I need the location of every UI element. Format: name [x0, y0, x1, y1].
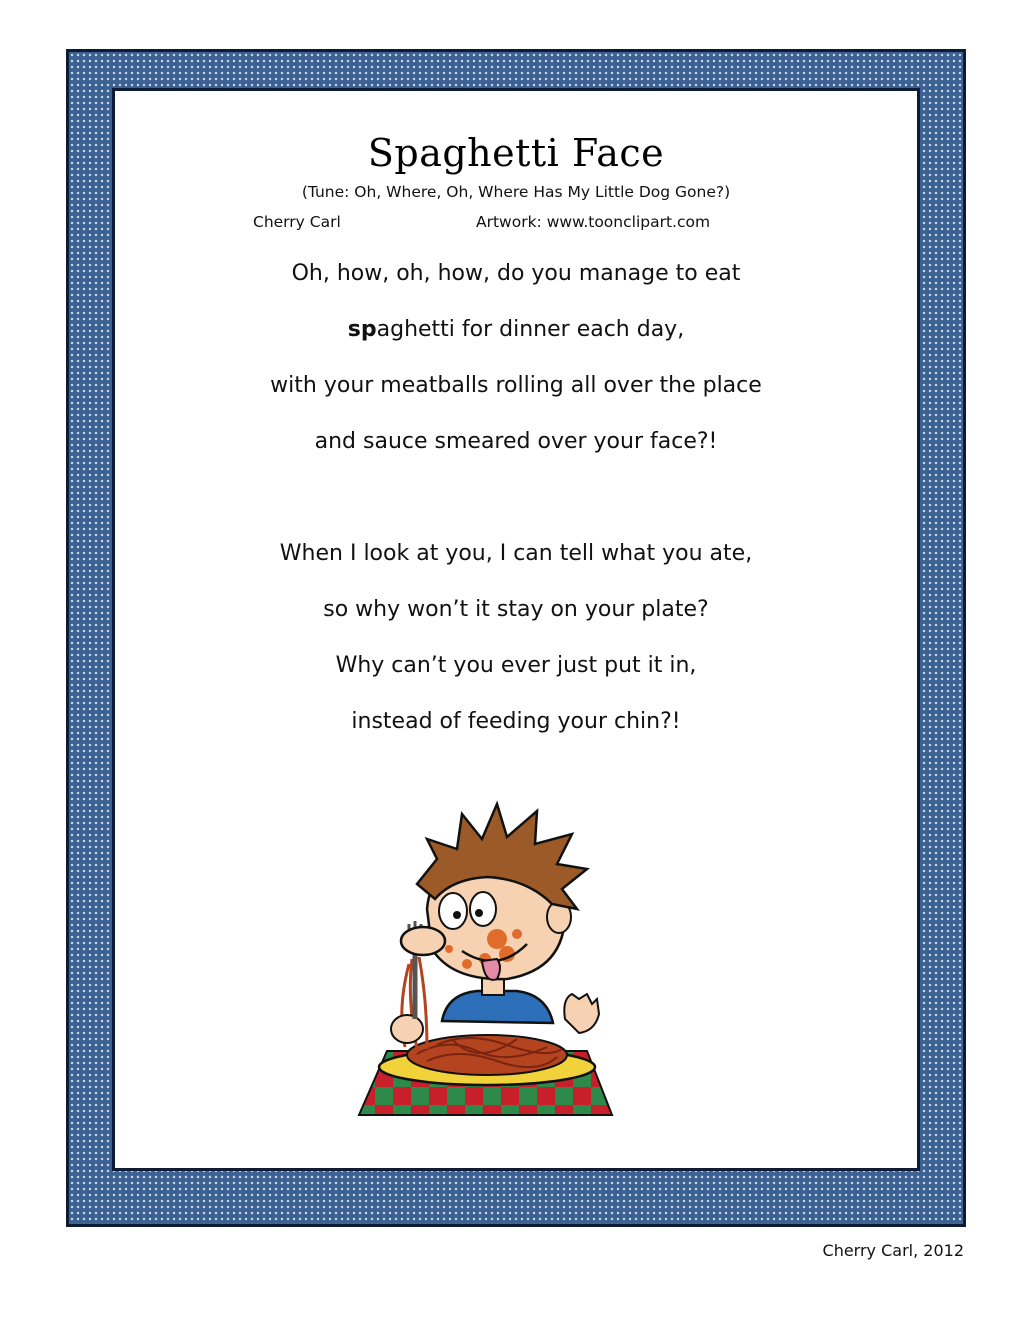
footer-credit: Cherry Carl, 2012 — [822, 1241, 964, 1260]
polka-dot-border-frame — [66, 49, 966, 1227]
tune-credit: (Tune: Oh, Where, Oh, Where Has My Little Dog Gone?) — [301, 183, 731, 201]
poem-panel — [112, 88, 920, 1171]
verse2-line3: Why can’t you ever just put it in, — [335, 653, 697, 678]
poem-title: Spaghetti Face — [367, 131, 665, 175]
verse1-line2-bold: sp — [347, 317, 377, 342]
verse1-line3: with your meatballs rolling all over the place — [270, 373, 762, 398]
verse1-line1: Oh, how, oh, how, do you manage to eat — [291, 261, 741, 286]
verse2-line1: When I look at you, I can tell what you ate, — [279, 541, 753, 566]
spaghetti-boy-illustration — [357, 799, 617, 1117]
verse1-line2 — [115, 317, 917, 342]
author-credit: Cherry Carl — [253, 213, 341, 231]
artwork-credit: Artwork: www.toonclipart.com — [476, 213, 711, 231]
verse2-line2: so why won’t it stay on your plate? — [323, 597, 709, 622]
verse1-line4: and sauce smeared over your face?! — [314, 429, 718, 454]
verse1-line2-rest: aghetti for dinner each day, — [376, 317, 685, 342]
verse2-line4: instead of feeding your chin?! — [351, 709, 681, 734]
